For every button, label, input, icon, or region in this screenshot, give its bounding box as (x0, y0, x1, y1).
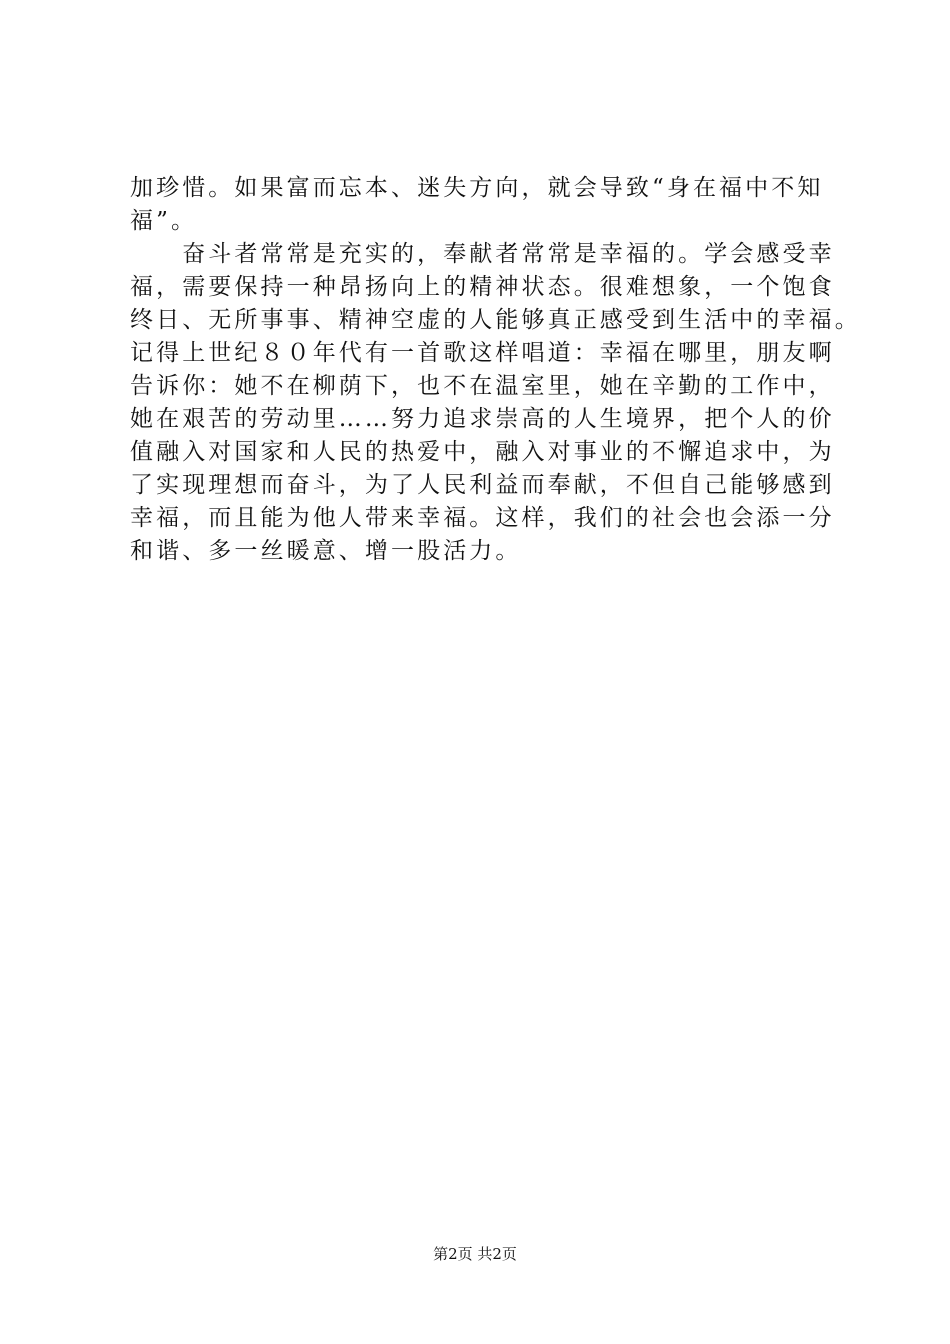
text-line: 幸福，而且能为他人带来幸福。这样，我们的社会也会添一分 (130, 505, 835, 531)
text-line: 记得上世纪８０年代有一首歌这样唱道：幸福在哪里，朋友啊 (130, 340, 835, 366)
page-number-footer: 第2页 共2页 (433, 1245, 517, 1263)
text-line: 和谐、多一丝暖意、增一股活力。 (130, 538, 522, 564)
text-line: 终日、无所事事、精神空虚的人能够真正感受到生活中的幸福。 (130, 307, 861, 333)
body-text (130, 172, 861, 568)
text-line: 加珍惜。如果富而忘本、迷失方向，就会导致“身在福中不知 (130, 175, 824, 201)
text-line: 她在艰苦的劳动里……努力追求崇高的人生境界，把个人的价 (130, 406, 835, 432)
text-line: 了实现理想而奋斗，为了人民利益而奉献，不但自己能够感到 (130, 472, 835, 498)
text-line: 福，需要保持一种昂扬向上的精神状态。很难想象，一个饱食 (130, 274, 835, 300)
text-line: 值融入对国家和人民的热爱中，融入对事业的不懈追求中，为 (130, 439, 835, 465)
text-line: 告诉你：她不在柳荫下，也不在温室里，她在辛勤的工作中， (130, 373, 835, 399)
text-line: 福”。 (130, 208, 198, 234)
text-line: 奋斗者常常是充实的，奉献者常常是幸福的。学会感受幸 (130, 241, 835, 267)
